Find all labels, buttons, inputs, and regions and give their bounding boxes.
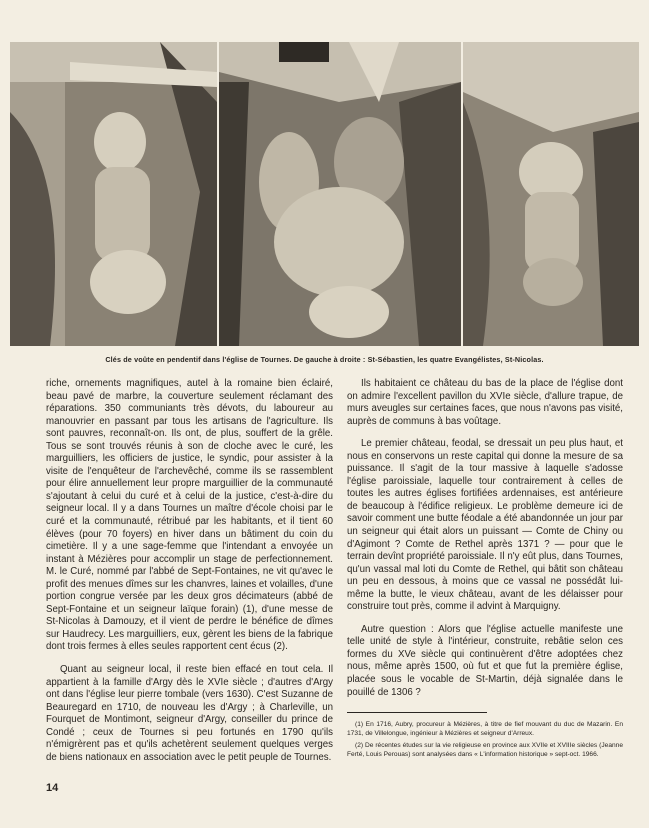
photo-caption: Clés de voûte en pendentif dans l'église de Tournes. De gauche à droite : St-Sébastien, les quatre Evangélistes, St-Nicolas. <box>105 355 544 364</box>
photo-st-sebastien <box>10 42 217 346</box>
paragraph: Quant au seigneur local, il reste bien effacé en tout cela. Il appartient à la famille d'Argy dès le XVIe siècle ; d'autres d'Argy ont dans l'église leur pierre tombale (vers 1630). C'est Suzanne de Beauregard en 1710, de nouveau les d'Argy ; à Charleville, un Fourquet de Montimont, seigneur d'Argy, conseiller du prince de Condé ; ceux de Tournes si peu fortunés en 1790 qu'ils n'émigrèrent pas et qu'ils achetèrent seulement quelques verges de biens nationaux en association avec le petit peuple de Tournes. <box>46 664 333 763</box>
photo-quatre-evangelistes <box>219 42 461 346</box>
footnote-divider <box>347 712 487 713</box>
page-number: 14 <box>46 782 59 794</box>
photo-st-nicolas <box>463 42 639 346</box>
paragraph: Le premier château, feodal, se dressait un peu plus haut, et nous en conservons un reste capital qui donne la mesure de sa puissance. Il s'agit de la tour massive à laquelle s'adosse l'église paroissiale, laquelle tour contrairement à celles de toutes les autres églises fortifiées ardennaises, est antérieure de beaucoup à l'édifice religieux. Le problème demeure ici de savoir comment une butte féodale a été abandonnée un jour par un seigneur qui était alors un puissant — Comte de Chiny ou d'Agimont ? Comte de Rethel après 1371 ? — pour que le terrain devînt propriété paroissiale. Il n'y eût plus, dans Tournes, qu'un vassal mal loti du Comte de Rethel, qui bâtit son château un peu en dessous, à moins que ce vassal ne possédât lui-même la butte, le vieux château, avant de les délaisser pour construire tout près, comme il advint à Marquigny. <box>347 438 623 613</box>
paragraph: riche, ornements magnifiques, autel à la romaine bien éclairé, beau pavé de marbre, la couverture seulement réclamant des réparations. 350 communiants très dévots, du laboureur au manouvrier en passant par tous les artisans de l'agriculture. Ils sont pauvres, reconnaît-on. Ils ont, de plus, souffert de la grêle. Tous se sont trouvés réunis à son de cloche avec le curé, les marguilliers, les officiers de justice, le syndic, pour assister à la visite de l'enquêteur de l'archevêché, comme ils se rassemblent pour élire annuellement leur propre marguillier de la communauté s'ajoutant à celui du curé et à celui de la justice, c'est-à-dire du seigneur local. Il y a dans Tournes un maître d'école choisi par le curé et la communauté, rétribué par les habitants, et il tient 60 élèves (pour 70 foyers) en hiver dans un bâtiment du coin du cimetière. Il y a une sage-femme que l'intendant a envoyée un instant à Mézières pour accomplir un stage de perfectionnement. M. le Curé, nommé par l'abbé de Sept-Fontaines, ne vit qu'avec le profit des menues dîmes sur les chanvres, laines et volailles, d'une portion congrue versée par les deux gros décimateurs (abbé de Sept-Fontaine et un seigneur laïque forain) (1), d'une messe de St-Nicolas à Damouzy, et il vient de perdre le bénéfice de dîmes sur Haudrecy. Les marguilliers, eux, gèrent les biens de la fabrique dont trois fermes à elles seules rapportent cent écus (2). <box>46 378 333 653</box>
right-column <box>347 378 623 709</box>
footnote: (2) De récentes études sur la vie religieuse en province aux XVIIe et XVIIIe siècles (Jeanne Ferté, Louis Perouas) sont analysées dans « L'information historique » sept-oct. 1966. <box>347 742 623 759</box>
footnote: (1) En 1716, Aubry, procureur à Mézières, à titre de fief mouvant du duc de Mazarin. En 1731, de Villelongue, ingénieur à Mézières et seigneur d'Arreux. <box>347 721 623 738</box>
left-column <box>46 378 333 774</box>
paragraph: Ils habitaient ce château du bas de la place de l'église dont on admire l'excellent pavillon du XVIe siècle, d'allure trapue, de murs aveugles sur certaines faces, que nous n'avons pas visité, auprès de communs à bas voûtage. <box>347 378 623 427</box>
footnotes <box>347 720 623 762</box>
paragraph: Autre question : Alors que l'église actuelle manifeste une telle unité de style à l'intérieur, construite, rebâtie selon ces formes du XVe siècle qui continuèrent d'être adoptées chez nous, même après 1500, où fut et que fut la première église, placée sous le vocable de St-Martin, déjà signalée dans le pouillé de 1306 ? <box>347 623 623 698</box>
